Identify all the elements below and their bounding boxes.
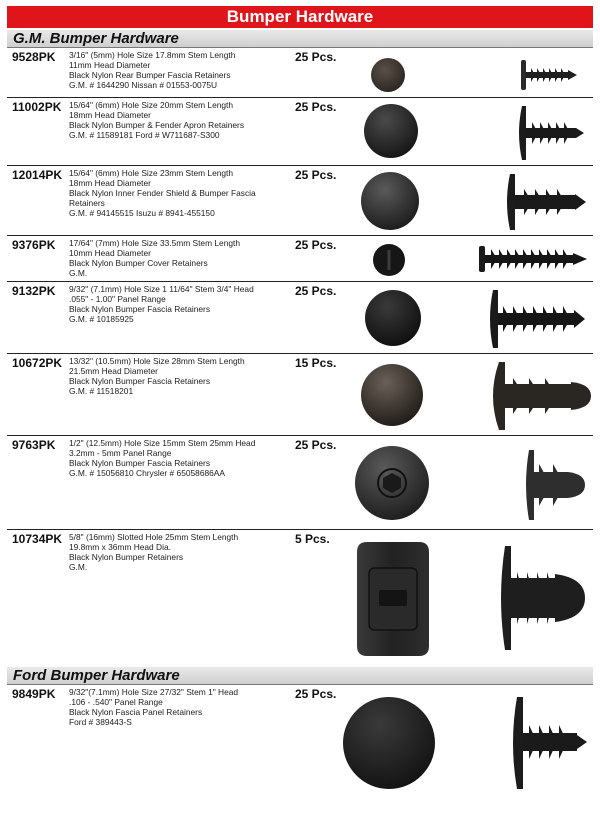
product-description: 13/32" (10.5mm) Hole Size 28mm Stem Length 21.5mm Head Diameter Black Nylon Bumper Fascia Retainers G.M. # 11518201 bbox=[69, 356, 245, 396]
product-quantity: 25 Pcs. bbox=[295, 438, 337, 452]
product-description: 3/16" (5mm) Hole Size 17.8mm Stem Length 11mm Head Diameter Black Nylon Rear Bumper Fascia Retainers G.M. # 1644290 Nissan # 01553-0075U bbox=[69, 50, 236, 90]
product-sku: 11002PK bbox=[12, 100, 62, 114]
product-description: 9/32"(7.1mm) Hole Size 27/32" Stem 1" Head .106 - .540" Panel Range Black Nylon Fascia Panel Retainers Ford # 389443-S bbox=[69, 687, 239, 727]
product-sku: 9376PK bbox=[12, 238, 56, 252]
product-description: 9/32" (7.1mm) Hole Size 1 11/64" Stem 3/4" Head .055" - 1.00" Panel Range Black Nylon Bumper Fascia Retainers G.M. # 10185925 bbox=[69, 284, 254, 324]
fastener-head-image bbox=[353, 444, 431, 522]
page-title: Bumper Hardware bbox=[7, 6, 593, 28]
product-sku: 12014PK bbox=[12, 168, 63, 182]
product-row bbox=[7, 48, 593, 95]
product-description: 17/64" (7mm) Hole Size 33.5mm Stem Length 10mm Head Diameter Black Nylon Bumper Cover Retainers G.M. bbox=[69, 238, 241, 278]
product-quantity: 5 Pcs. bbox=[295, 532, 330, 546]
product-quantity: 25 Pcs. bbox=[295, 687, 337, 701]
fastener-head-image bbox=[353, 538, 433, 660]
fastener-profile-image bbox=[495, 544, 591, 652]
fastener-head-image bbox=[359, 170, 421, 232]
section-title: Ford Bumper Hardware bbox=[13, 667, 180, 684]
fastener-profile-image bbox=[517, 56, 587, 94]
product-sku: 9763PK bbox=[12, 438, 56, 452]
product-row bbox=[7, 97, 593, 164]
product-row bbox=[7, 685, 593, 795]
fastener-profile-image bbox=[519, 448, 591, 522]
product-sku: 9528PK bbox=[12, 50, 56, 64]
product-sku: 9132PK bbox=[12, 284, 56, 298]
fastener-head-image bbox=[359, 362, 425, 428]
product-row bbox=[7, 435, 593, 528]
product-row bbox=[7, 165, 593, 234]
fastener-profile-image bbox=[502, 172, 594, 232]
product-row bbox=[7, 529, 593, 662]
product-quantity: 25 Pcs. bbox=[295, 168, 337, 182]
fastener-profile-image bbox=[507, 695, 593, 791]
product-description: 15/64" (6mm) Hole Size 20mm Stem Length 18mm Head Diameter Black Nylon Bumper & Fender Apron Retainers G.M. # 11589181 Ford # W711687-S300 bbox=[69, 100, 245, 140]
product-row bbox=[7, 353, 593, 434]
product-description: 5/8" (16mm) Slotted Hole 25mm Stem Length 19.8mm x 36mm Head Dia. Black Nylon Bumper Retainers G.M. bbox=[69, 532, 239, 572]
fastener-head-image bbox=[341, 695, 437, 791]
fastener-profile-image bbox=[485, 288, 593, 350]
fastener-head-image bbox=[362, 102, 420, 160]
product-description: 15/64" (6mm) Hole Size 23mm Stem Length 18mm Head Diameter Black Nylon Inner Fender Shield & Bumper Fascia Retainers G.M. # 94145515 Isuzu # 8941-455150 bbox=[69, 168, 256, 218]
fastener-profile-image bbox=[512, 104, 592, 162]
product-quantity: 25 Pcs. bbox=[295, 100, 337, 114]
product-sku: 9849PK bbox=[12, 687, 56, 701]
section-title: G.M. Bumper Hardware bbox=[13, 30, 179, 47]
fastener-profile-image bbox=[487, 360, 595, 432]
product-quantity: 25 Pcs. bbox=[295, 284, 337, 298]
product-quantity: 25 Pcs. bbox=[295, 238, 337, 252]
product-sku: 10734PK bbox=[12, 532, 63, 546]
product-description: 1/2" (12.5mm) Hole Size 15mm Stem 25mm Head 3.2mm - 5mm Panel Range Black Nylon Bumper Fascia Retainers G.M. # 15056810 Chrysler # 65058686AA bbox=[69, 438, 256, 478]
product-sku: 10672PK bbox=[12, 356, 63, 370]
product-row bbox=[7, 235, 593, 280]
fastener-head-image bbox=[363, 288, 423, 348]
product-row bbox=[7, 281, 593, 352]
product-quantity: 25 Pcs. bbox=[295, 50, 337, 64]
fastener-profile-image bbox=[475, 242, 593, 276]
section-header-ford bbox=[7, 667, 593, 685]
fastener-head-image bbox=[371, 242, 407, 278]
fastener-head-image bbox=[369, 56, 407, 94]
section-header-gm bbox=[7, 30, 593, 48]
product-quantity: 15 Pcs. bbox=[295, 356, 337, 370]
